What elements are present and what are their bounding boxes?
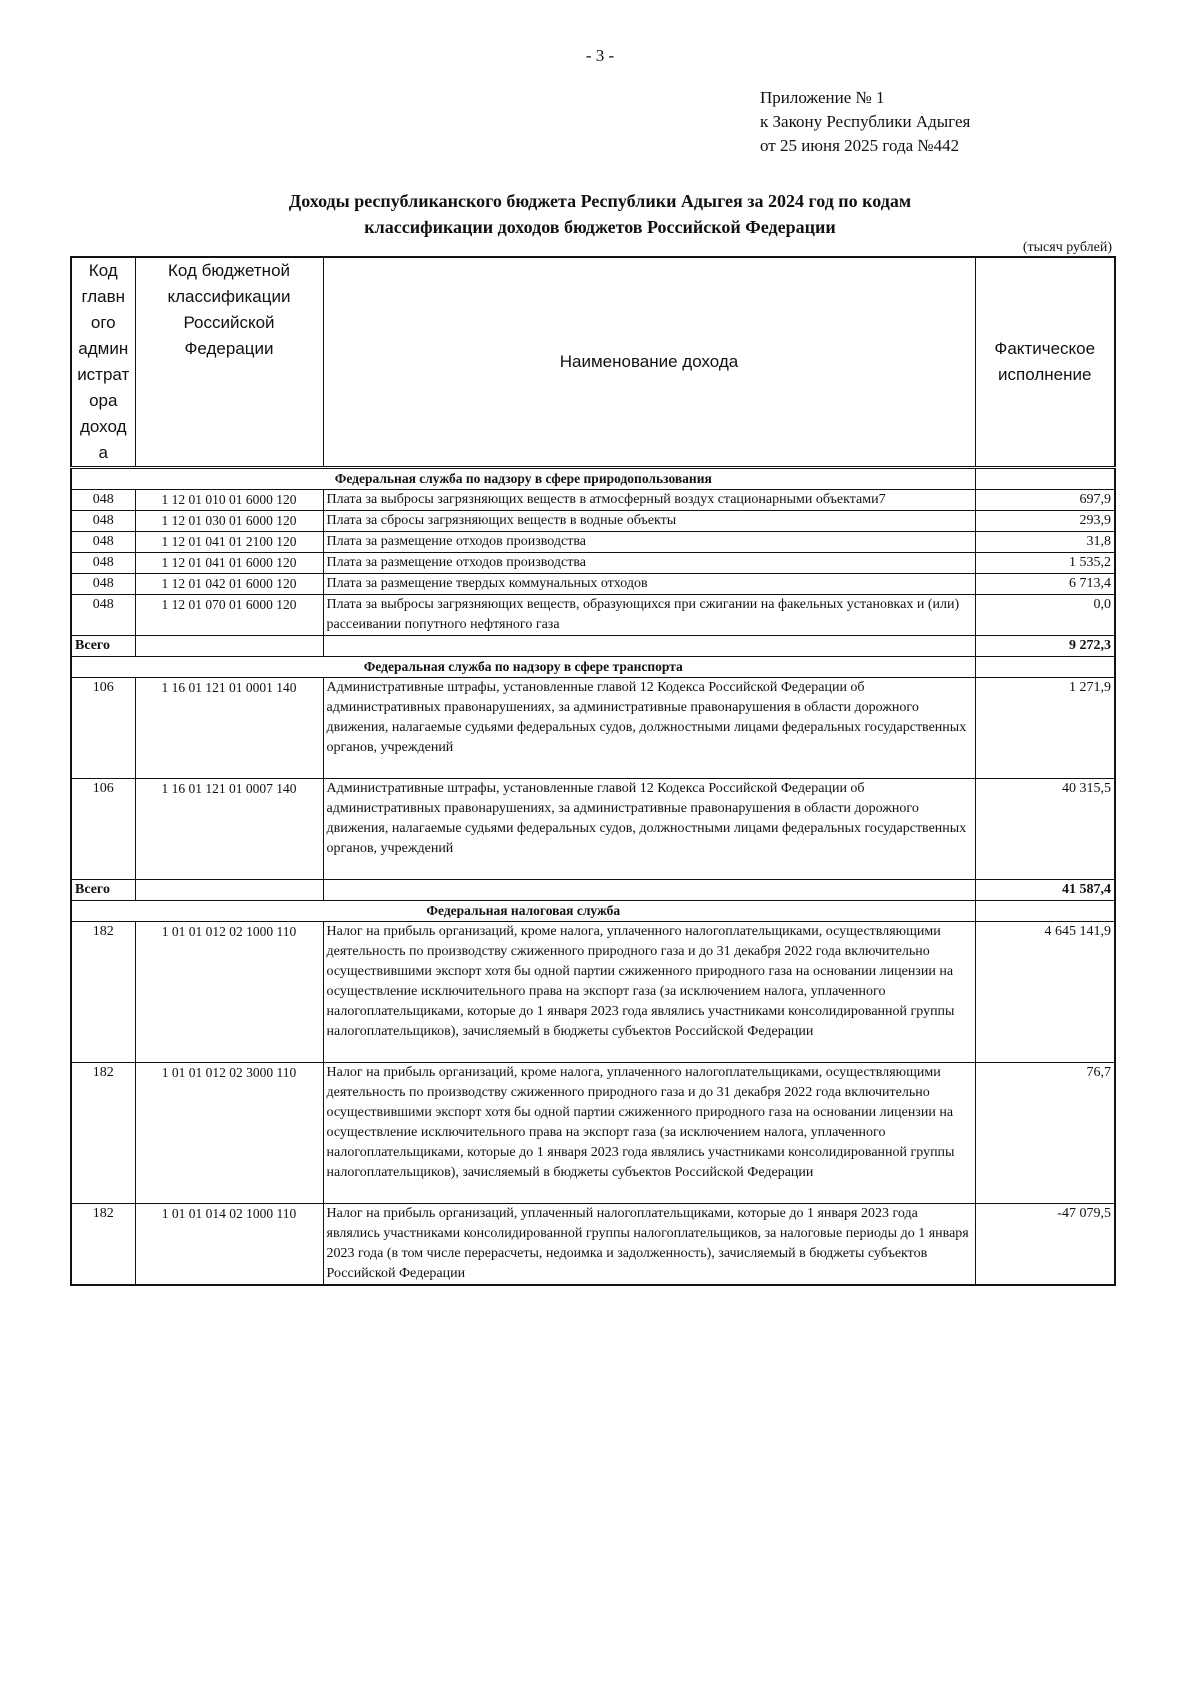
- title-line-2: классификации доходов бюджетов Российской Федерации: [364, 217, 836, 237]
- table-row: 048 1 12 01 041 01 6000 120 Плата за размещение отходов производства 1 535,2: [71, 553, 1115, 574]
- table-row: 048 1 12 01 030 01 6000 120 Плата за сбросы загрязняющих веществ в водные объекты 293,9: [71, 511, 1115, 532]
- document-title: [0, 188, 1200, 240]
- table-row: 048 1 12 01 070 01 6000 120 Плата за выбросы загрязняющих веществ, образующихся при сжигании на факельных установках и (или) рассеивании попутного нефтяного газа 0,0: [71, 595, 1115, 636]
- appendix-line-2: к Закону Республики Адыгея: [760, 112, 971, 131]
- total-row: Всего 41 587,4: [71, 880, 1115, 901]
- table-row: 106 1 16 01 121 01 0001 140 Административные штрафы, установленные главой 12 Кодекса Российской Федерации об административных правонарушениях, за административные правонарушения в области дорожного движения, налагаемые судьями федеральных судов, должностными лицами федеральных государственных органов, учреждений 1 271,9: [71, 678, 1115, 779]
- table-header-row: [71, 257, 1115, 468]
- section-row: Федеральная служба по надзору в сфере транспорта: [71, 657, 1115, 678]
- revenue-table: [70, 256, 1116, 1286]
- header-income-name: Наименование дохода: [323, 257, 975, 468]
- total-row: Всего 9 272,3: [71, 636, 1115, 657]
- units-note: (тысяч рублей): [1022, 240, 1112, 255]
- section-row: Федеральная налоговая служба: [71, 901, 1115, 922]
- appendix-line-3: от 25 июня 2025 года №442: [760, 136, 960, 155]
- title-line-1: Доходы республиканского бюджета Республики Адыгея за 2024 год по кодам: [288, 191, 912, 211]
- table-row: 182 1 01 01 012 02 1000 110 Налог на прибыль организаций, кроме налога, уплаченного налогоплательщиками, осуществляющими деятельность по производству сжиженного природного газа и до 31 декабря 2022 года включительно осуществившими экспорт хотя бы одной партии сжиженного природного газа на основании лицензии на осуществление исключительного права на экспорт газа (за исключением налога, уплаченного налогоплательщиками, которые до 1 января 2023 года являлись участниками консолидированной группы налогоплательщиков), зачисляемый в бюджеты субъектов Российской Федерации 4 645 141,9: [71, 922, 1115, 1063]
- section-row: Федеральная служба по надзору в сфере природопользования: [71, 468, 1115, 490]
- appendix-line-1: Приложение № 1: [760, 88, 885, 107]
- header-budget-code: Код бюджетной классификации Российской Федерации: [135, 257, 323, 468]
- table-row: 182 1 01 01 014 02 1000 110 Налог на прибыль организаций, уплаченный налогоплательщиками, которые до 1 января 2023 года являлись участниками консолидированной группы налогоплательщиков, за налоговые периоды до 1 января 2023 года (в том числе перерасчеты, недоимка и задолженность), зачисляемый в бюджеты субъектов Российской Федерации -47 079,5: [71, 1204, 1115, 1286]
- table-row: 182 1 01 01 012 02 3000 110 Налог на прибыль организаций, кроме налога, уплаченного налогоплательщиками, осуществляющими деятельность по производству сжиженного природного газа и до 31 декабря 2022 года включительно осуществившими экспорт хотя бы одной партии сжиженного природного газа на основании лицензии на осуществление исключительного права на экспорт газа (за исключением налога, уплаченного налогоплательщиками, которые до 1 января 2023 года являлись участниками консолидированной группы налогоплательщиков), зачисляемый в бюджеты субъектов Российской Федерации 76,7: [71, 1063, 1115, 1204]
- page-number: - 3 -: [585, 46, 615, 65]
- table-row: 048 1 12 01 010 01 6000 120 Плата за выбросы загрязняющих веществ в атмосферный воздух стационарными объектами7 697,9: [71, 490, 1115, 511]
- table-row: 048 1 12 01 041 01 2100 120 Плата за размещение отходов производства 31,8: [71, 532, 1115, 553]
- table-row: 106 1 16 01 121 01 0007 140 Административные штрафы, установленные главой 12 Кодекса Российской Федерации об административных правонарушениях, за административные правонарушения в области дорожного движения, налагаемые судьями федеральных судов, должностными лицами федеральных государственных органов, учреждений 40 315,5: [71, 779, 1115, 880]
- header-actual-execution: Фактическое исполнение: [975, 257, 1115, 468]
- table-row: 048 1 12 01 042 01 6000 120 Плата за размещение твердых коммунальных отходов 6 713,4: [71, 574, 1115, 595]
- header-admin-code: Код главн ого админ истрат ора доход а: [71, 257, 135, 468]
